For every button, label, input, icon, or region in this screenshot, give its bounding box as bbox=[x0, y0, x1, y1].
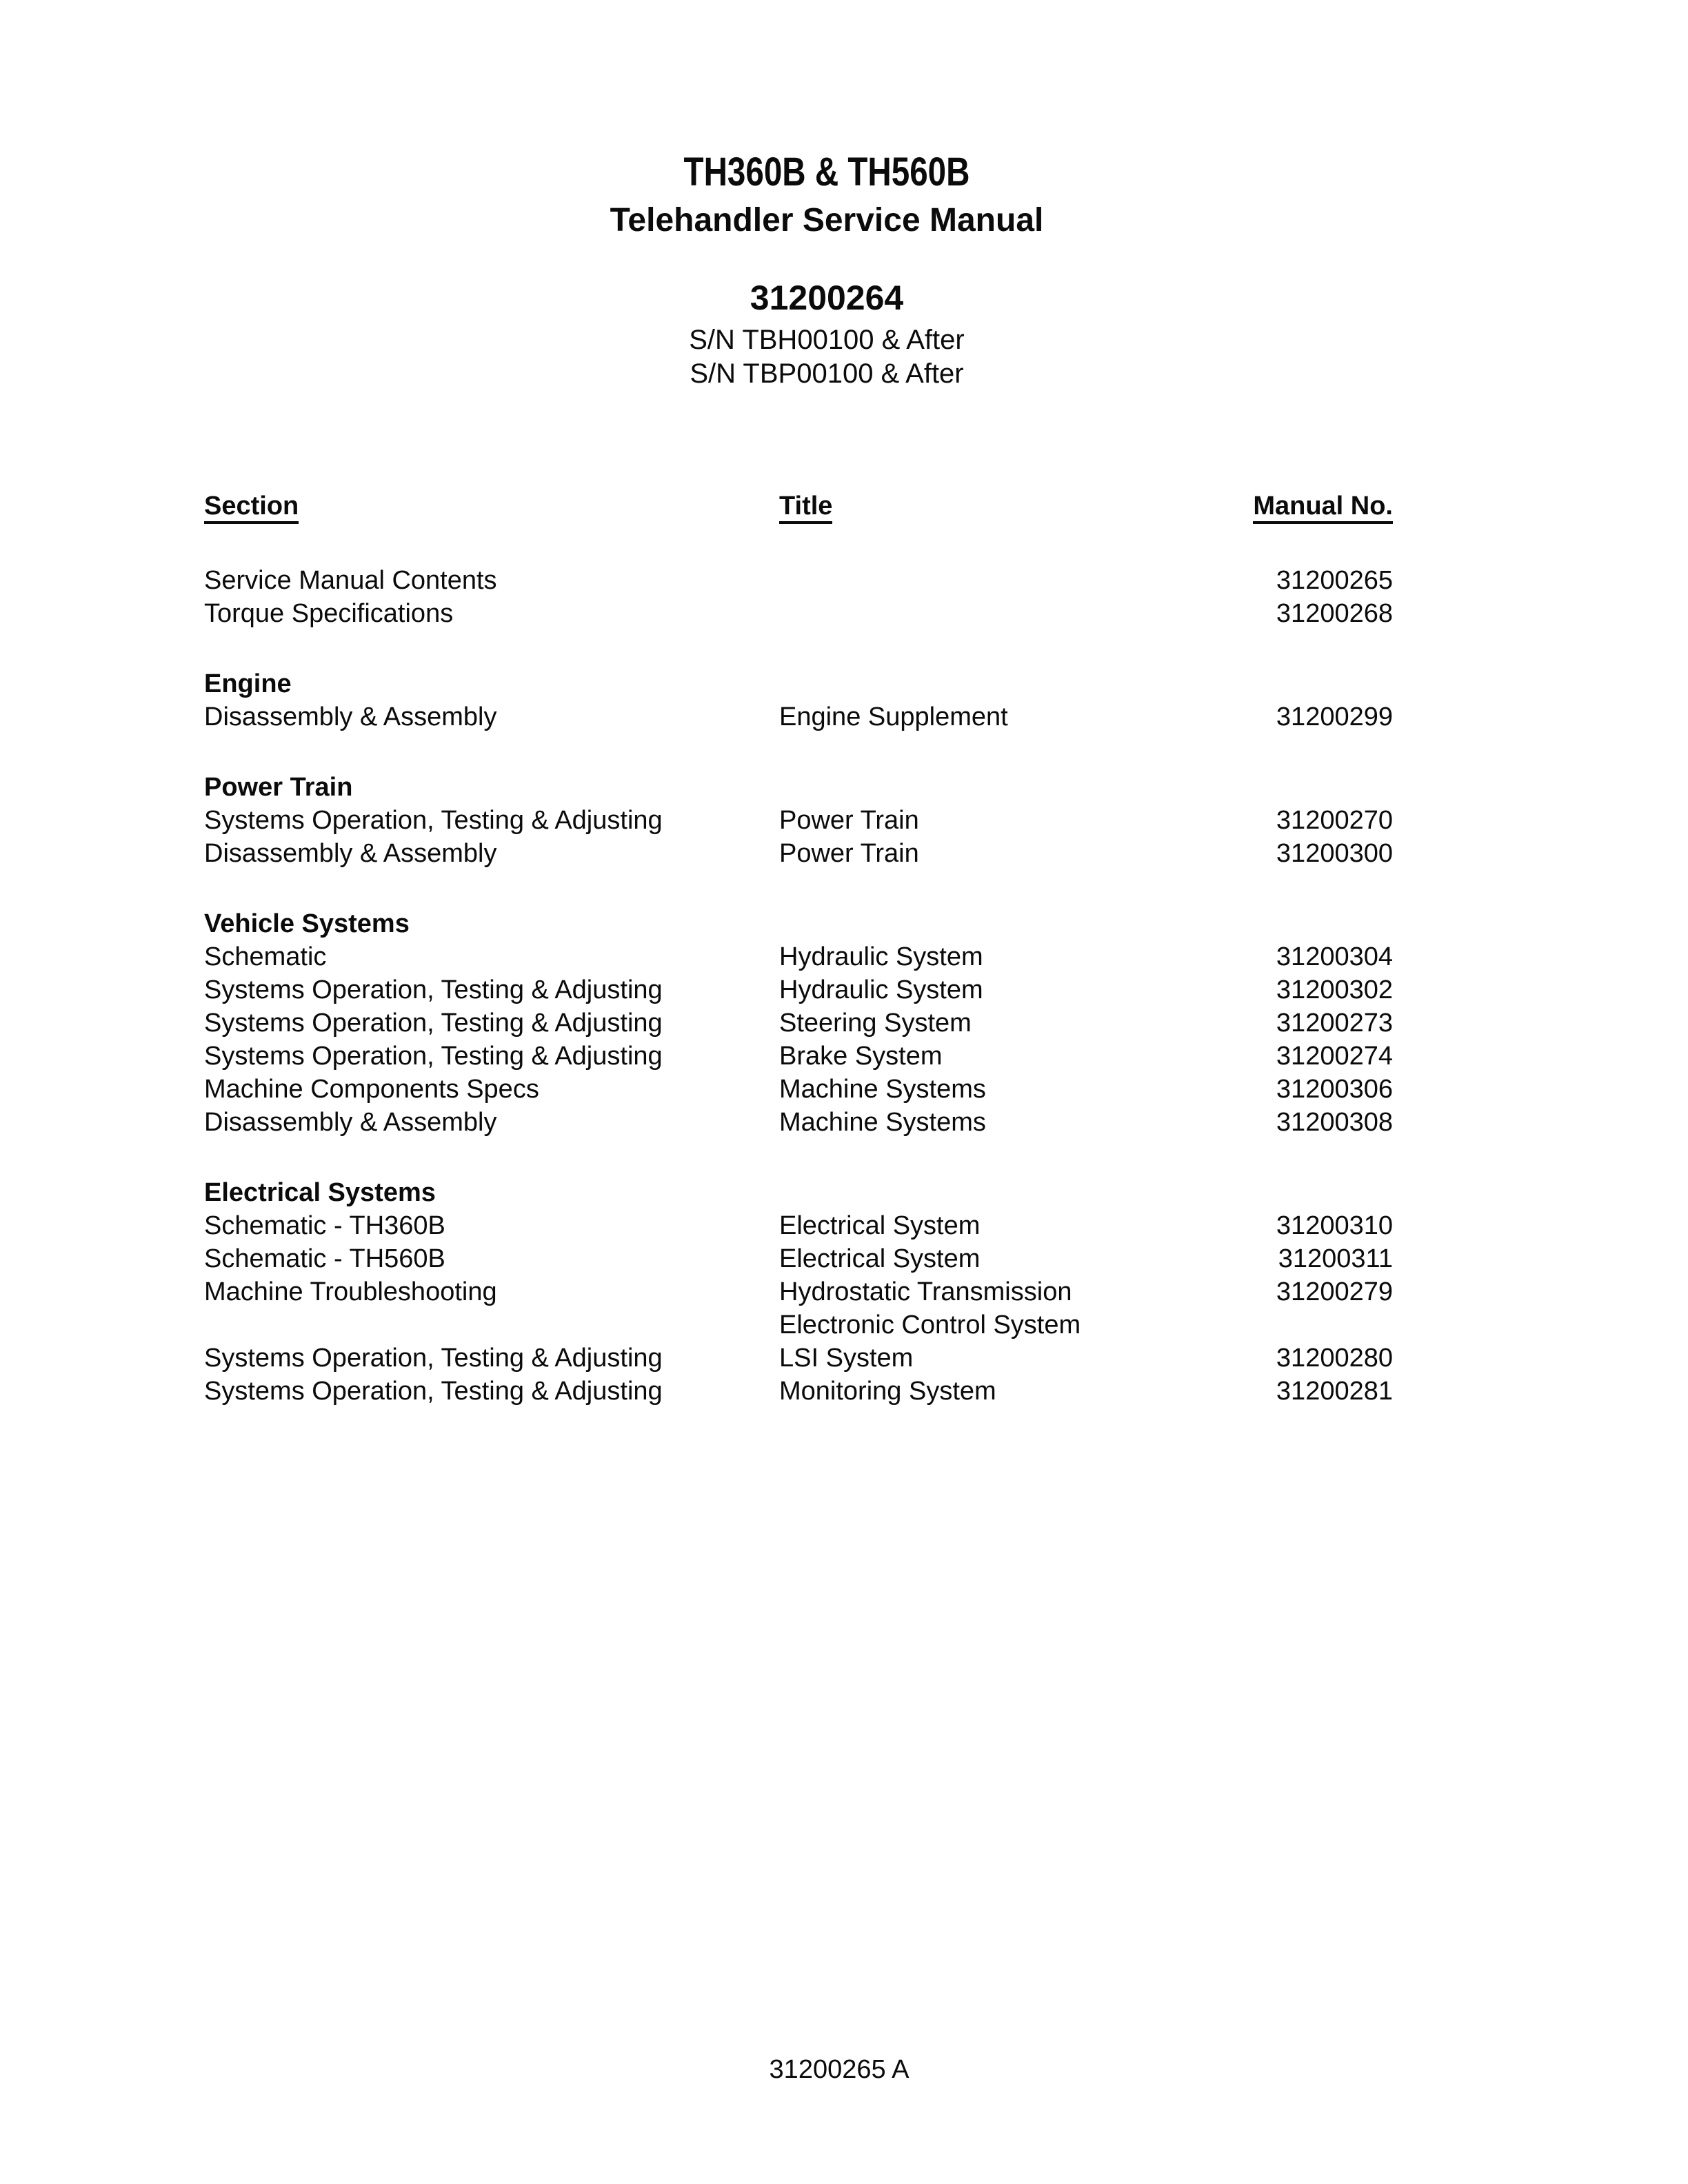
table-row bbox=[204, 1007, 1393, 1040]
table-row bbox=[204, 940, 1393, 973]
title-cell: Hydrostatic Transmission bbox=[779, 1277, 1072, 1306]
table-row bbox=[204, 1073, 1393, 1106]
manual-no-cell: 31200273 bbox=[1276, 1009, 1393, 1038]
manual-no-cell: 31200279 bbox=[1276, 1277, 1393, 1306]
manual-no-cell: 31200308 bbox=[1276, 1108, 1393, 1137]
title-cell: Electrical System bbox=[779, 1244, 981, 1273]
title-cell bbox=[779, 597, 1179, 630]
section-cell: Systems Operation, Testing & Adjusting bbox=[204, 1042, 663, 1071]
section-cell: Disassembly & Assembly bbox=[204, 839, 497, 868]
section-cell: Torque Specifications bbox=[204, 599, 454, 628]
title-cell bbox=[779, 564, 1179, 597]
document-title-line1: TH360B & TH560B bbox=[683, 150, 970, 194]
table-group-electrical-systems bbox=[204, 1176, 1393, 1408]
title-cell: Hydraulic System bbox=[779, 975, 983, 1004]
title-cell: Hydraulic System bbox=[779, 942, 983, 971]
title-cell: Engine Supplement bbox=[779, 702, 1008, 731]
table-group-general bbox=[204, 564, 1393, 630]
table-row bbox=[204, 597, 1393, 630]
section-cell: Schematic bbox=[204, 942, 327, 971]
table-header-row bbox=[204, 491, 1393, 527]
contents-table bbox=[204, 491, 1393, 1408]
manual-no-cell: 31200304 bbox=[1276, 942, 1393, 971]
table-row bbox=[204, 1375, 1393, 1408]
title-cell: Machine Systems bbox=[779, 1108, 986, 1137]
table-group-vehicle-systems bbox=[204, 907, 1393, 1139]
section-cell: Systems Operation, Testing & Adjusting bbox=[204, 975, 663, 1004]
document-title-line2: Telehandler Service Manual bbox=[610, 202, 1044, 239]
section-cell: Disassembly & Assembly bbox=[204, 1108, 497, 1137]
title-cell: Electrical System bbox=[779, 1211, 981, 1240]
table-group-heading-row bbox=[204, 667, 1393, 700]
manual-no-cell: 31200310 bbox=[1276, 1211, 1393, 1240]
column-header-title: Title bbox=[779, 491, 832, 524]
manual-no-cell: 31200270 bbox=[1276, 806, 1393, 835]
table-row-continuation bbox=[204, 1308, 1393, 1342]
manual-no-cell: 31200268 bbox=[1276, 599, 1393, 628]
section-cell bbox=[204, 1308, 779, 1342]
manual-no-cell: 31200300 bbox=[1276, 839, 1393, 868]
manual-no-cell: 31200311 bbox=[1278, 1244, 1393, 1273]
manual-no-cell bbox=[1179, 1308, 1393, 1342]
manual-no-cell: 31200265 bbox=[1276, 566, 1393, 595]
section-cell: Machine Components Specs bbox=[204, 1075, 539, 1104]
document-manual-number: 31200264 bbox=[750, 279, 904, 317]
manual-no-cell: 31200302 bbox=[1276, 975, 1393, 1004]
section-cell: Service Manual Contents bbox=[204, 566, 497, 595]
column-header-section: Section bbox=[204, 491, 299, 524]
section-cell: Schematic - TH560B bbox=[204, 1244, 445, 1273]
section-cell: Machine Troubleshooting bbox=[204, 1277, 497, 1306]
table-row bbox=[204, 700, 1393, 734]
section-cell: Disassembly & Assembly bbox=[204, 702, 497, 731]
title-cell: Steering System bbox=[779, 1009, 972, 1038]
manual-no-cell: 31200306 bbox=[1276, 1075, 1393, 1104]
manual-no-cell: 31200274 bbox=[1276, 1042, 1393, 1071]
table-group-heading-row bbox=[204, 771, 1393, 804]
title-cell-line2: Electronic Control System bbox=[779, 1311, 1081, 1339]
page-reference: 31200265 A bbox=[769, 2055, 910, 2084]
title-cell: Machine Systems bbox=[779, 1075, 986, 1104]
serial-number-line2: S/N TBP00100 & After bbox=[690, 358, 964, 389]
column-header-manual-no: Manual No. bbox=[1253, 491, 1393, 524]
section-cell: Schematic - TH360B bbox=[204, 1211, 445, 1240]
manual-no-cell: 31200299 bbox=[1276, 702, 1393, 731]
document-footer bbox=[0, 2056, 1678, 2083]
title-cell: LSI System bbox=[779, 1344, 914, 1373]
manual-no-cell: 31200281 bbox=[1276, 1377, 1393, 1406]
section-group-heading: Power Train bbox=[204, 773, 353, 802]
table-row bbox=[204, 804, 1393, 837]
table-row bbox=[204, 1342, 1393, 1375]
table-row bbox=[204, 564, 1393, 597]
table-row bbox=[204, 1040, 1393, 1073]
table-row bbox=[204, 1209, 1393, 1242]
manual-no-cell: 31200280 bbox=[1276, 1344, 1393, 1373]
section-group-heading: Electrical Systems bbox=[204, 1178, 436, 1207]
table-group-heading-row bbox=[204, 1176, 1393, 1209]
table-row bbox=[204, 1106, 1393, 1139]
table-row bbox=[204, 1242, 1393, 1275]
section-cell: Systems Operation, Testing & Adjusting bbox=[204, 1344, 663, 1373]
serial-number-line1: S/N TBH00100 & After bbox=[689, 325, 965, 355]
table-row bbox=[204, 973, 1393, 1007]
title-cell: Power Train bbox=[779, 839, 919, 868]
title-cell: Brake System bbox=[779, 1042, 943, 1071]
section-cell: Systems Operation, Testing & Adjusting bbox=[204, 1009, 663, 1038]
title-cell: Power Train bbox=[779, 806, 919, 835]
section-group-heading: Engine bbox=[204, 669, 292, 698]
section-group-heading: Vehicle Systems bbox=[204, 909, 410, 938]
table-group-engine bbox=[204, 667, 1393, 734]
title-cell: Monitoring System bbox=[779, 1377, 996, 1406]
table-row bbox=[204, 837, 1393, 870]
table-group-power-train bbox=[204, 771, 1393, 870]
table-group-heading-row bbox=[204, 907, 1393, 940]
section-cell: Systems Operation, Testing & Adjusting bbox=[204, 806, 663, 835]
table-row bbox=[204, 1275, 1393, 1308]
section-cell: Systems Operation, Testing & Adjusting bbox=[204, 1377, 663, 1406]
